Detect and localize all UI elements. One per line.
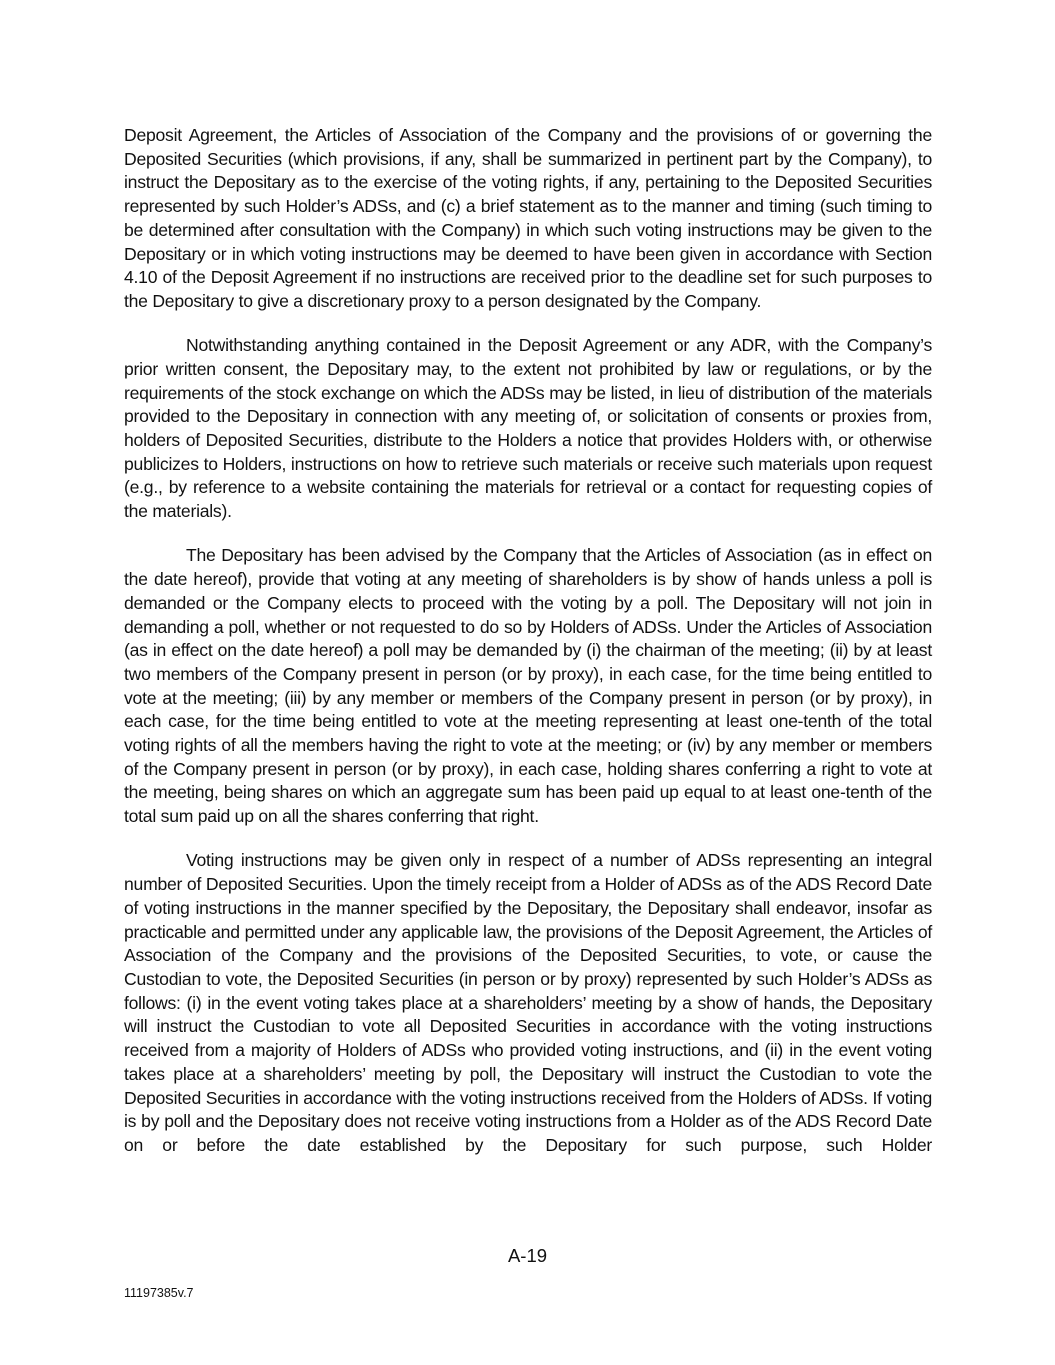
paragraph-notice-materials: Notwithstanding anything contained in the Deposit Agreement or any ADR, with the Company’s prior written consent, the Depositary may, to the extent not prohibited by law or regulations, or by the requirements of the stock exchange on which the ADSs may be listed, in lieu of distribution of the materials provided to the Depositary in connection with any meeting of, or solicitation of consents or proxies from, holders of Deposited Securities, distribute to the Holders a notice that provides Holders with, or otherwise publicizes to Holders, instructions on how to retrieve such materials or receive such materials upon request (e.g., by reference to a website containing the materials for retrieval or a contact for requesting copies of the materials). bbox=[124, 335, 932, 522]
page-number: A-19 bbox=[507, 1245, 548, 1266]
paragraph-poll-voting: The Depositary has been advised by the Company that the Articles of Association (as in effect on the date hereof), provide that voting at any meeting of shareholders is by show of hands unless a poll is demanded or the Company elects to proceed with the voting by a poll. The Depositary will not join in demanding a poll, whether or not requested to do so by Holders of ADSs. Under the Articles of Association (as in effect on the date hereof) a poll may be demanded by (i) the chairman of the meeting; (ii) by at least two members of the Company present in person (or by proxy), in each case, for the time being entitled to vote at the meeting; (iii) by any member or members of the Company present in person (or by proxy), in each case, for the time being entitled to vote at the meeting representing at least one-tenth of the total voting rights of all the members having the right to vote at the meeting; or (iv) by any member or members of the Company present in person (or by proxy), in each case, holding shares conferring a right to vote at the meeting, being shares on which an aggregate sum has been paid up equal to at least one-tenth of the total sum paid up on all the shares conferring that right. bbox=[124, 545, 932, 827]
document-body bbox=[124, 124, 932, 1158]
paragraph-voting-instructions: Voting instructions may be given only in respect of a number of ADSs representing an integral number of Deposited Securities. Upon the timely receipt from a Holder of ADSs as of the ADS Record Date of voting instructions in the manner specified by the Depositary, the Depositary shall endeavor, insofar as practicable and permitted under any applicable law, the provisions of the Deposit Agreement, the Articles of Association of the Company and the provisions of the Deposited Securities, to vote, or cause the Custodian to vote, the Deposited Securities (in person or by proxy) represented by such Holder’s ADSs as follows: (i) in the event voting takes place at a shareholders’ meeting by a show of hands, the Depositary will instruct the Custodian to vote all Deposited Securities in accordance with the voting instructions received from a majority of Holders of ADSs who provided voting instructions, and (ii) in the event voting takes place at a shareholders’ meeting by poll, the Depositary will instruct the Custodian to vote the Deposited Securities in accordance with the voting instructions received from the Holders of ADSs. If voting is by poll and the Depositary does not receive voting instructions from a Holder as of the ADS Record Date on or before the date established by the Depositary for such purpose, such Holder bbox=[124, 850, 932, 1155]
document-id: 11197385v.7 bbox=[124, 1286, 194, 1300]
paragraph-continuation: Deposit Agreement, the Articles of Association of the Company and the provisions of or governing the Deposited Securities (which provisions, if any, shall be summarized in pertinent part by the Company), to instruct the Depositary as to the exercise of the voting rights, if any, pertaining to the Deposited Securities represented by such Holder’s ADSs, and (c) a brief statement as to the manner and timing (such timing to be determined after consultation with the Company) in which such voting instructions may be given to the Depositary or in which voting instructions may be deemed to have been given in accordance with Section 4.10 of the Deposit Agreement if no instructions are received prior to the deadline set for such purposes to the Depositary to give a discretionary proxy to a person designated by the Company. bbox=[124, 125, 932, 311]
